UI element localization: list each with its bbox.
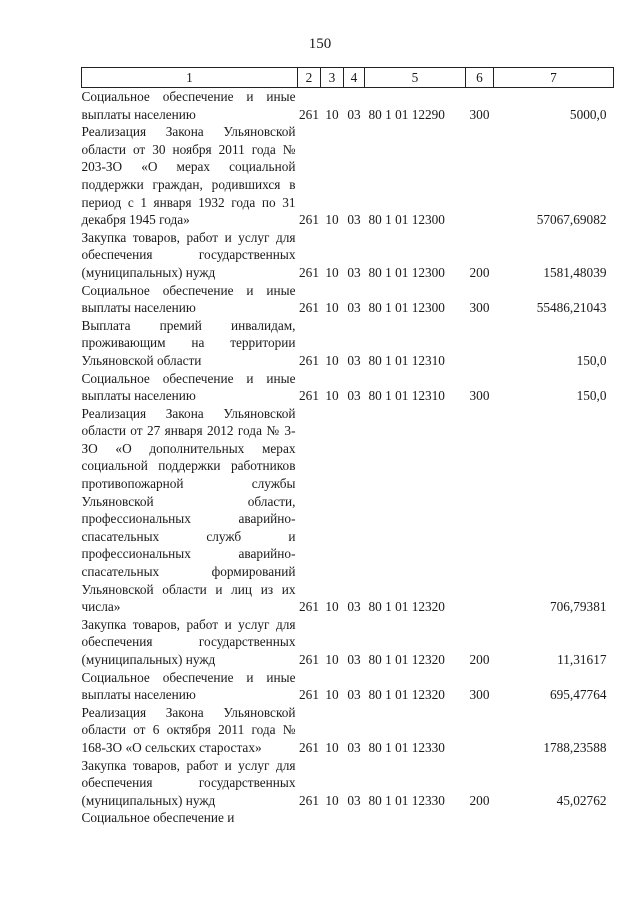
expense-type-code: [466, 809, 494, 827]
section-code: 10: [325, 300, 339, 316]
row-description: Выплата премий инвалидам, проживающим на территории Ульяновской области: [81, 317, 296, 368]
table-row: [82, 282, 614, 317]
expense-type-code: 200: [469, 792, 490, 808]
row-description: Социальное обеспечение и: [81, 810, 235, 826]
amount: 5000,0: [569, 106, 607, 122]
table-row: [82, 809, 614, 827]
page-number: 150: [308, 36, 332, 52]
subsection-code: 03: [347, 212, 361, 228]
expense-type-code: 200: [469, 652, 490, 667]
row-description: Закупка товаров, работ и услуг для обеспечения государственных (муниципальных) нужд: [81, 757, 296, 808]
amount: 1788,23588: [543, 739, 607, 755]
column-header: 7: [494, 68, 614, 88]
row-description: Социальное обеспечение и иные выплаты населению: [81, 669, 296, 703]
table-row: [82, 229, 614, 282]
amount: 55486,21043: [536, 300, 607, 316]
subsection-code: 03: [347, 739, 361, 755]
target-article-code: 80 1 01 12290: [368, 106, 445, 122]
expense-type-code: 300: [469, 106, 490, 122]
target-article-code: [365, 809, 466, 827]
target-article-code: 80 1 01 12300: [368, 212, 445, 228]
row-description: Закупка товаров, работ и услуг для обеспечения государственных (муниципальных) нужд: [81, 229, 296, 280]
section-code: 10: [325, 792, 339, 808]
row-description: Реализация Закона Ульяновской области от 6 октября 2011 года № 168-ЗО «О сельских старостах»: [81, 704, 296, 755]
target-article-code: 80 1 01 12320: [368, 687, 445, 703]
table-row: [82, 616, 614, 669]
section-code: 10: [325, 687, 339, 703]
row-description: Социальное обеспечение и иные выплаты населению: [81, 282, 296, 316]
section-code: 10: [325, 264, 339, 280]
subsection-code: 03: [347, 652, 361, 667]
amount: 45,02762: [556, 792, 607, 808]
amount: 11,31617: [557, 652, 607, 667]
row-description: Социальное обеспечение и иные выплаты населению: [81, 89, 296, 122]
expense-type-code: 300: [469, 687, 490, 703]
subsection-code: 03: [347, 687, 361, 703]
section-code: 10: [325, 106, 339, 122]
target-article-code: 80 1 01 12310: [368, 352, 445, 368]
expense-type-code: 300: [469, 388, 490, 404]
amount: 150,0: [576, 388, 607, 404]
section-code: 10: [325, 599, 339, 615]
budget-table: [81, 67, 614, 827]
table-row: [82, 669, 614, 704]
column-header: 5: [365, 68, 466, 88]
ministry-code: 261: [299, 212, 319, 228]
column-header: 6: [466, 68, 494, 88]
column-header: 1: [82, 68, 298, 88]
amount: 150,0: [576, 352, 607, 368]
ministry-code: [298, 809, 321, 827]
expense-type-code: 200: [469, 264, 490, 280]
expense-type-code: [466, 123, 494, 229]
subsection-code: 03: [347, 352, 361, 368]
amount: 1581,48039: [543, 264, 607, 280]
expense-type-code: [466, 704, 494, 757]
column-header: 4: [344, 68, 365, 88]
ministry-code: 261: [299, 739, 319, 755]
table-row: [82, 757, 614, 810]
table-row: [82, 317, 614, 370]
row-description: Закупка товаров, работ и услуг для обеспечения государственных (муниципальных) нужд: [81, 616, 296, 667]
target-article-code: 80 1 01 12310: [368, 388, 445, 404]
section-code: 10: [325, 212, 339, 228]
expense-type-code: 300: [469, 300, 490, 316]
section-code: 10: [325, 652, 339, 667]
amount: [494, 809, 614, 827]
subsection-code: 03: [347, 264, 361, 280]
target-article-code: 80 1 01 12330: [368, 792, 445, 808]
target-article-code: 80 1 01 12330: [368, 739, 445, 755]
amount: 695,47764: [549, 687, 607, 703]
ministry-code: 261: [299, 388, 319, 404]
target-article-code: 80 1 01 12300: [368, 300, 445, 316]
ministry-code: 261: [299, 264, 319, 280]
row-description: Реализация Закона Ульяновской области от 27 января 2012 года № 3-ЗО «О дополнительных мерах социальной поддержки работников противопожарной службы Ульяновской области, профессиональных аварийно-спасательных служб и профессиональных аварийно-спасательных формирований Ульяновской области и лиц из их числа»: [81, 405, 296, 615]
subsection-code: [344, 809, 365, 827]
subsection-code: 03: [347, 599, 361, 615]
table-row: [82, 405, 614, 616]
row-description: Социальное обеспечение и иные выплаты населению: [81, 370, 296, 404]
section-code: [321, 809, 344, 827]
ministry-code: 261: [299, 599, 319, 615]
section-code: 10: [325, 352, 339, 368]
ministry-code: 261: [299, 106, 319, 122]
target-article-code: 80 1 01 12320: [368, 652, 445, 667]
ministry-code: 261: [299, 300, 319, 316]
ministry-code: 261: [299, 652, 319, 667]
expense-type-code: [466, 317, 494, 370]
table-row: [82, 88, 614, 124]
ministry-code: 261: [299, 687, 319, 703]
table-row: [82, 370, 614, 405]
target-article-code: 80 1 01 12300: [368, 264, 445, 280]
column-header: 3: [321, 68, 344, 88]
section-code: 10: [325, 388, 339, 404]
ministry-code: 261: [299, 352, 319, 368]
subsection-code: 03: [347, 792, 361, 808]
column-header: 2: [298, 68, 321, 88]
section-code: 10: [325, 739, 339, 755]
table-row: [82, 123, 614, 229]
table-row: [82, 704, 614, 757]
row-description: Реализация Закона Ульяновской области от 30 ноября 2011 года № 203-ЗО «О мерах социальной поддержки граждан, родившихся в период с 1 января 1932 года по 31 декабря 1945 года»: [81, 124, 296, 228]
column-number-header: [82, 68, 614, 88]
subsection-code: 03: [347, 388, 361, 404]
amount: 57067,69082: [536, 212, 607, 228]
ministry-code: 261: [299, 792, 319, 808]
amount: 706,79381: [549, 599, 607, 615]
subsection-code: 03: [347, 300, 361, 316]
expense-type-code: [466, 405, 494, 616]
target-article-code: 80 1 01 12320: [368, 599, 445, 615]
subsection-code: 03: [347, 106, 361, 122]
